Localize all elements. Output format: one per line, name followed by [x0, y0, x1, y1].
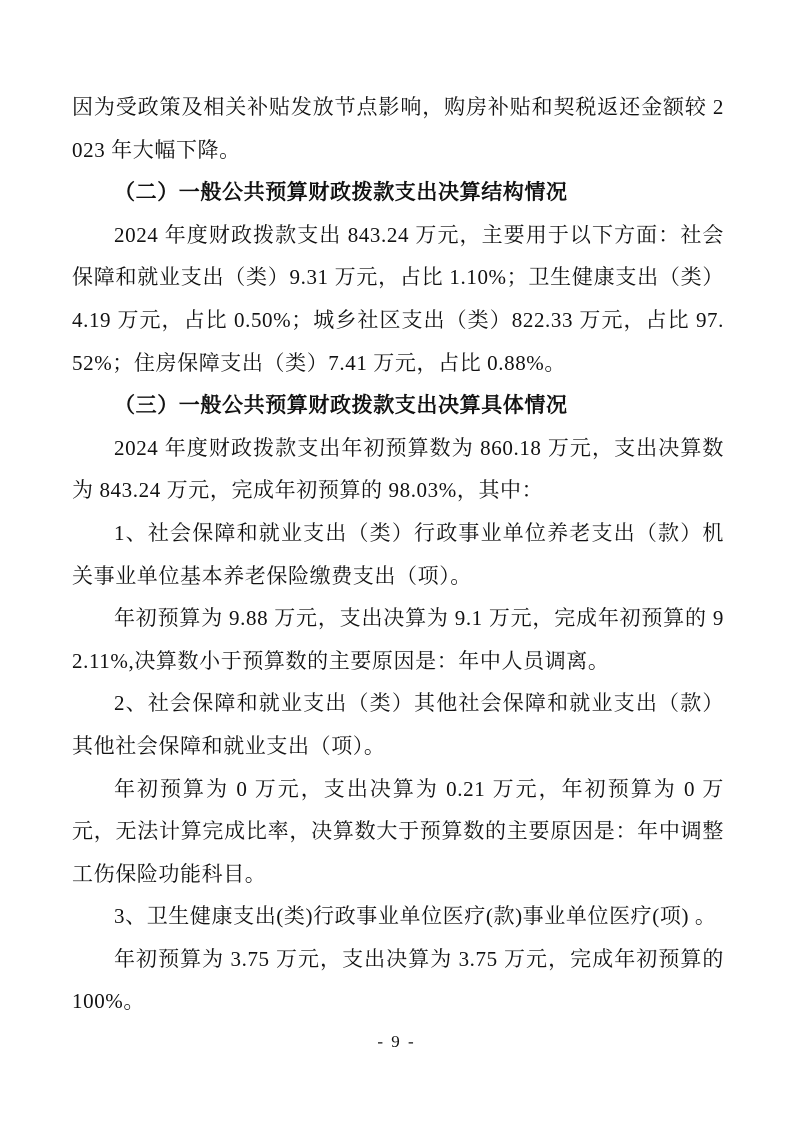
item-1-detail-paragraph: 年初预算为 9.88 万元，支出决算为 9.1 万元，完成年初预算的 92.11%,决算数小于预算数的主要原因是：年中人员调离。 — [72, 606, 724, 673]
page-body-text — [72, 86, 724, 1023]
item-2-detail-paragraph: 年初预算为 0 万元，支出决算为 0.21 万元，年初预算为 0 万元，无法计算完成比率，决算数大于预算数的主要原因是：年中调整工伤保险功能科目。 — [72, 776, 724, 886]
item-2-title-paragraph: 2、社会保障和就业支出（类）其他社会保障和就业支出（款）其他社会保障和就业支出（项）。 — [72, 691, 724, 758]
item-3-detail-paragraph: 年初预算为 3.75 万元，支出决算为 3.75 万元，完成年初预算的 100%。 — [72, 946, 724, 1014]
expenditure-detail-intro-paragraph: 2024 年度财政拨款支出年初预算数为 860.18 万元，支出决算数为 843.24 万元，完成年初预算的 98.03%，其中： — [72, 435, 724, 503]
page-number: - 9 - — [377, 1032, 416, 1051]
continuation-paragraph: 因为受政策及相关补贴发放节点影响，购房补贴和契税返还金额较 2023 年大幅下降。 — [72, 95, 724, 162]
item-3-title-paragraph: 3、卫生健康支出(类)行政事业单位医疗(款)事业单位医疗(项) 。 — [114, 904, 717, 929]
section-heading-3: （三）一般公共预算财政拨款支出决算具体情况 — [114, 393, 568, 418]
item-1-title-paragraph: 1、社会保障和就业支出（类）行政事业单位养老支出（款）机关事业单位基本养老保险缴费支出（项）。 — [72, 520, 724, 588]
section-heading-2: （二）一般公共预算财政拨款支出决算结构情况 — [114, 180, 568, 205]
expenditure-structure-paragraph: 2024 年度财政拨款支出 843.24 万元，主要用于以下方面：社会保障和就业支出（类）9.31 万元，占比 1.10%；卫生健康支出（类）4.19 万元，占比 0.50%；城乡社区支出（类）822.33 万元，占比 97.52%；住房保障支出（类）7.41 万元，占比 0.88%。 — [72, 222, 724, 375]
